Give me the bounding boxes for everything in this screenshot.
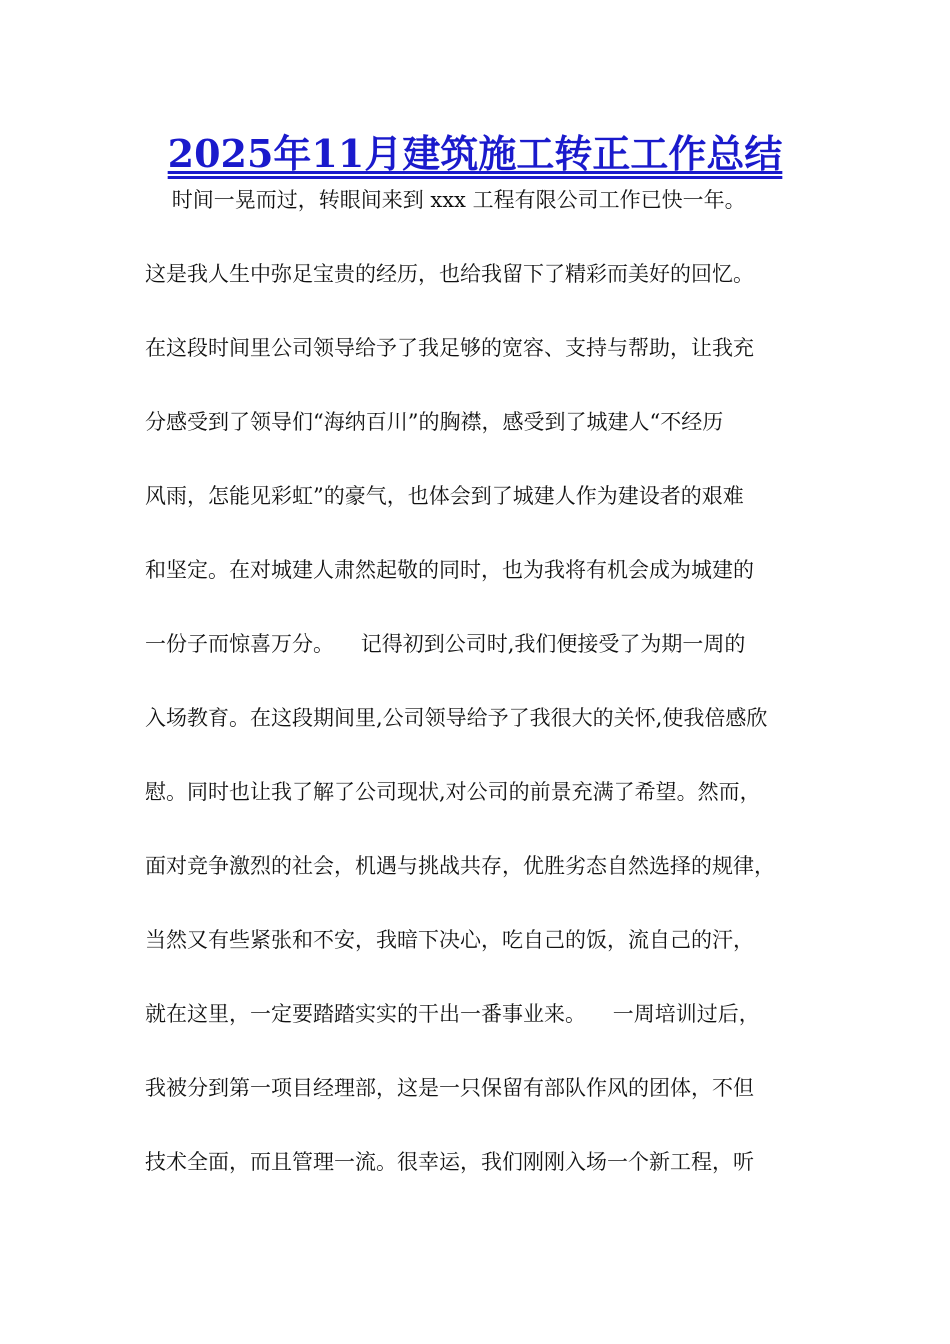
- body-line: 在这段时间里公司领导给予了我足够的宽容、支持与帮助，让我充: [145, 336, 754, 360]
- body-line: 分感受到了领导们“海纳百川”的胸襟，感受到了城建人“不经历: [145, 410, 724, 434]
- body-line: 就在这里，一定要踏踏实实的干出一番事业来。 一周培训过后，: [145, 1002, 760, 1026]
- body-line: 和坚定。在对城建人肃然起敬的同时，也为我将有机会成为城建的: [145, 558, 754, 582]
- body-line: 这是我人生中弥足宝贵的经历，也给我留下了精彩而美好的回忆。: [145, 262, 754, 286]
- body-line: 技术全面，而且管理一流。很幸运，我们刚刚入场一个新工程，听: [145, 1150, 754, 1174]
- body-line: 我被分到第一项目经理部，这是一只保留有部队作风的团体，不但: [145, 1076, 754, 1100]
- body-line: 当然又有些紧张和不安，我暗下决心，吃自己的饭，流自己的汗，: [145, 928, 754, 952]
- body-line: 面对竞争激烈的社会，机遇与挑战共存，优胜劣态自然选择的规律，: [145, 854, 775, 878]
- body-line: 时间一晃而过，转眼间来到 xxx 工程有限公司工作已快一年。: [145, 188, 746, 212]
- body-line: 一份子而惊喜万分。 记得初到公司时,我们便接受了为期一周的: [145, 632, 746, 656]
- document-title: 2025年11月建筑施工转正工作总结: [167, 131, 783, 176]
- body-line: 入场教育。在这段期间里,公司领导给予了我很大的关怀,使我倍感欣: [145, 706, 768, 730]
- body-line: 风雨，怎能见彩虹”的豪气，也体会到了城建人作为建设者的艰难: [145, 484, 744, 508]
- body-line: 慰。同时也让我了解了公司现状,对公司的前景充满了希望。然而，: [145, 780, 761, 804]
- document-body: [145, 182, 835, 1218]
